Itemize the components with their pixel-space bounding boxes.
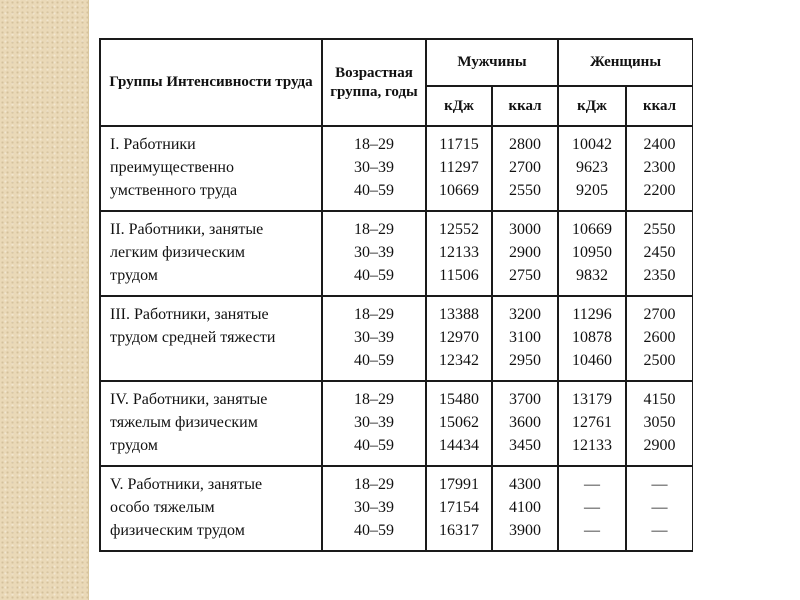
men-kcal-cell [492, 466, 558, 551]
men-kj-cell-line: 11506 [439, 267, 479, 284]
women-kj-cell-line: 10460 [572, 352, 613, 369]
age-cell-line: 18–29 [354, 306, 394, 323]
group-cell-line: умственного труда [110, 182, 238, 199]
women-kcal-cell-line: 2900 [643, 437, 676, 454]
women-kj-cell-line: 12761 [572, 414, 613, 431]
table-row [100, 466, 693, 551]
women-kj-cell-line: 9623 [576, 159, 609, 176]
header-men: Мужчины [426, 39, 558, 86]
men-kcal-cell [492, 211, 558, 296]
men-kj-cell-line: 17991 [439, 476, 479, 493]
women-kj-cell-line: 11296 [572, 306, 612, 323]
women-kj-cell-line: 10042 [572, 136, 613, 153]
group-cell [100, 466, 322, 551]
group-cell-line: V. Работники, занятые [110, 476, 263, 493]
women-kj-cell [558, 466, 626, 551]
men-kj-cell-line: 12342 [439, 352, 479, 369]
group-cell [100, 296, 322, 381]
group-cell-line: II. Работники, занятые [110, 221, 264, 238]
group-cell-line: I. Работники [110, 136, 196, 153]
age-cell-line: 40–59 [354, 267, 394, 284]
women-kcal-cell-line: — [651, 499, 668, 516]
age-cell-line: 40–59 [354, 522, 394, 539]
header-age-group: Возрастная группа, годы [322, 39, 426, 126]
table-row [100, 296, 693, 381]
table-row [100, 126, 693, 211]
age-cell [322, 211, 426, 296]
women-kj-cell-line: 9205 [576, 182, 609, 199]
women-kcal-cell-line: 2450 [643, 244, 676, 261]
men-kcal-cell-line: 3700 [509, 391, 541, 408]
women-kj-cell-line: — [584, 522, 601, 539]
men-kcal-cell-line: 3900 [509, 522, 541, 539]
women-kcal-cell [626, 211, 693, 296]
age-cell-line: 30–39 [354, 329, 394, 346]
table-row [100, 211, 693, 296]
age-cell-line: 40–59 [354, 352, 394, 369]
age-cell-line: 40–59 [354, 437, 394, 454]
women-kcal-cell-line: 2400 [643, 136, 676, 153]
age-cell [322, 296, 426, 381]
men-kcal-cell-line: 2750 [509, 267, 541, 284]
women-kj-cell [558, 211, 626, 296]
decorative-side-band [0, 0, 89, 600]
men-kcal-cell-line: 2900 [509, 244, 541, 261]
men-kcal-cell-line: 4300 [509, 476, 541, 493]
group-cell-line: трудом средней тяжести [110, 329, 276, 346]
women-kcal-cell [626, 126, 693, 211]
group-cell-line: III. Работники, занятые [110, 306, 269, 323]
women-kcal-cell-line: — [651, 476, 668, 493]
women-kj-cell-line: — [584, 476, 601, 493]
header-women-kcal: ккал [626, 86, 693, 126]
age-cell-line: 18–29 [354, 136, 394, 153]
men-kj-cell-line: 11715 [439, 136, 479, 153]
women-kcal-cell [626, 466, 693, 551]
men-kj-cell [426, 466, 492, 551]
women-kj-cell-line: 13179 [572, 391, 613, 408]
table-frame [99, 38, 693, 562]
age-cell [322, 381, 426, 466]
men-kcal-cell-line: 4100 [509, 499, 541, 516]
women-kj-cell-line: 10878 [572, 329, 613, 346]
women-kcal-cell-line: 2200 [643, 182, 676, 199]
group-cell-line: физическим трудом [110, 522, 245, 539]
header-men-kcal: ккал [492, 86, 558, 126]
age-cell-line: 18–29 [354, 476, 394, 493]
men-kj-cell-line: 15480 [439, 391, 479, 408]
table-row [100, 381, 693, 466]
group-cell-line: трудом [110, 267, 158, 284]
men-kcal-cell-line: 2550 [509, 182, 541, 199]
women-kcal-cell-line: 2500 [643, 352, 676, 369]
women-kcal-cell [626, 296, 693, 381]
men-kcal-cell-line: 3600 [509, 414, 541, 431]
men-kj-cell-line: 17154 [439, 499, 479, 516]
women-kcal-cell-line: 3050 [643, 414, 676, 431]
men-kj-cell-line: 12970 [439, 329, 479, 346]
women-kcal-cell-line: 2300 [643, 159, 676, 176]
age-cell [322, 126, 426, 211]
group-cell-line: преимущественно [110, 159, 234, 176]
women-kj-cell-line: 12133 [572, 437, 613, 454]
men-kj-cell-line: 12133 [439, 244, 479, 261]
men-kcal-cell-line: 3100 [509, 329, 541, 346]
women-kcal-cell-line: 4150 [643, 391, 676, 408]
table-body [100, 126, 693, 551]
women-kj-cell [558, 126, 626, 211]
men-kj-cell-line: 11297 [439, 159, 479, 176]
men-kj-cell-line: 13388 [439, 306, 479, 323]
men-kcal-cell-line: 3450 [509, 437, 541, 454]
age-cell-line: 30–39 [354, 244, 394, 261]
men-kj-cell [426, 296, 492, 381]
women-kj-cell [558, 381, 626, 466]
group-cell [100, 211, 322, 296]
age-cell-line: 18–29 [354, 391, 394, 408]
group-cell-line: трудом [110, 437, 158, 454]
header-women-kj: кДж [558, 86, 626, 126]
women-kcal-cell-line: 2550 [643, 221, 676, 238]
energy-table [99, 38, 693, 552]
men-kj-cell-line: 15062 [439, 414, 479, 431]
men-kcal-cell-line: 2700 [509, 159, 541, 176]
men-kcal-cell [492, 126, 558, 211]
men-kcal-cell-line: 3200 [509, 306, 541, 323]
group-cell [100, 381, 322, 466]
age-cell-line: 30–39 [354, 499, 394, 516]
women-kj-cell-line: — [584, 499, 601, 516]
group-cell-line: особо тяжелым [110, 499, 215, 516]
women-kj-cell [558, 296, 626, 381]
women-kcal-cell-line: 2700 [643, 306, 676, 323]
header-women: Женщины [558, 39, 693, 86]
men-kcal-cell-line: 2800 [509, 136, 541, 153]
women-kcal-cell [626, 381, 693, 466]
women-kj-cell-line: 9832 [576, 267, 609, 284]
men-kj-cell [426, 381, 492, 466]
women-kcal-cell-line: 2350 [643, 267, 676, 284]
age-cell-line: 18–29 [354, 221, 394, 238]
men-kj-cell [426, 126, 492, 211]
women-kj-cell-line: 10950 [572, 244, 613, 261]
group-cell [100, 126, 322, 211]
men-kcal-cell-line: 2950 [509, 352, 541, 369]
header-groups: Группы Интенсивности труда [100, 39, 322, 126]
men-kcal-cell [492, 381, 558, 466]
men-kj-cell [426, 211, 492, 296]
men-kj-cell-line: 10669 [439, 182, 479, 199]
header-men-kj: кДж [426, 86, 492, 126]
women-kcal-cell-line: — [651, 522, 668, 539]
age-cell [322, 466, 426, 551]
group-cell-line: тяжелым физическим [110, 414, 258, 431]
group-cell-line: легким физическим [110, 244, 246, 261]
age-cell-line: 30–39 [354, 414, 394, 431]
men-kcal-cell [492, 296, 558, 381]
men-kj-cell-line: 16317 [439, 522, 479, 539]
age-cell-line: 40–59 [354, 182, 394, 199]
group-cell-line: IV. Работники, занятые [110, 391, 268, 408]
age-cell-line: 30–39 [354, 159, 394, 176]
women-kcal-cell-line: 2600 [643, 329, 676, 346]
men-kj-cell-line: 12552 [439, 221, 479, 238]
women-kj-cell-line: 10669 [572, 221, 613, 238]
men-kj-cell-line: 14434 [439, 437, 479, 454]
men-kcal-cell-line: 3000 [509, 221, 541, 238]
